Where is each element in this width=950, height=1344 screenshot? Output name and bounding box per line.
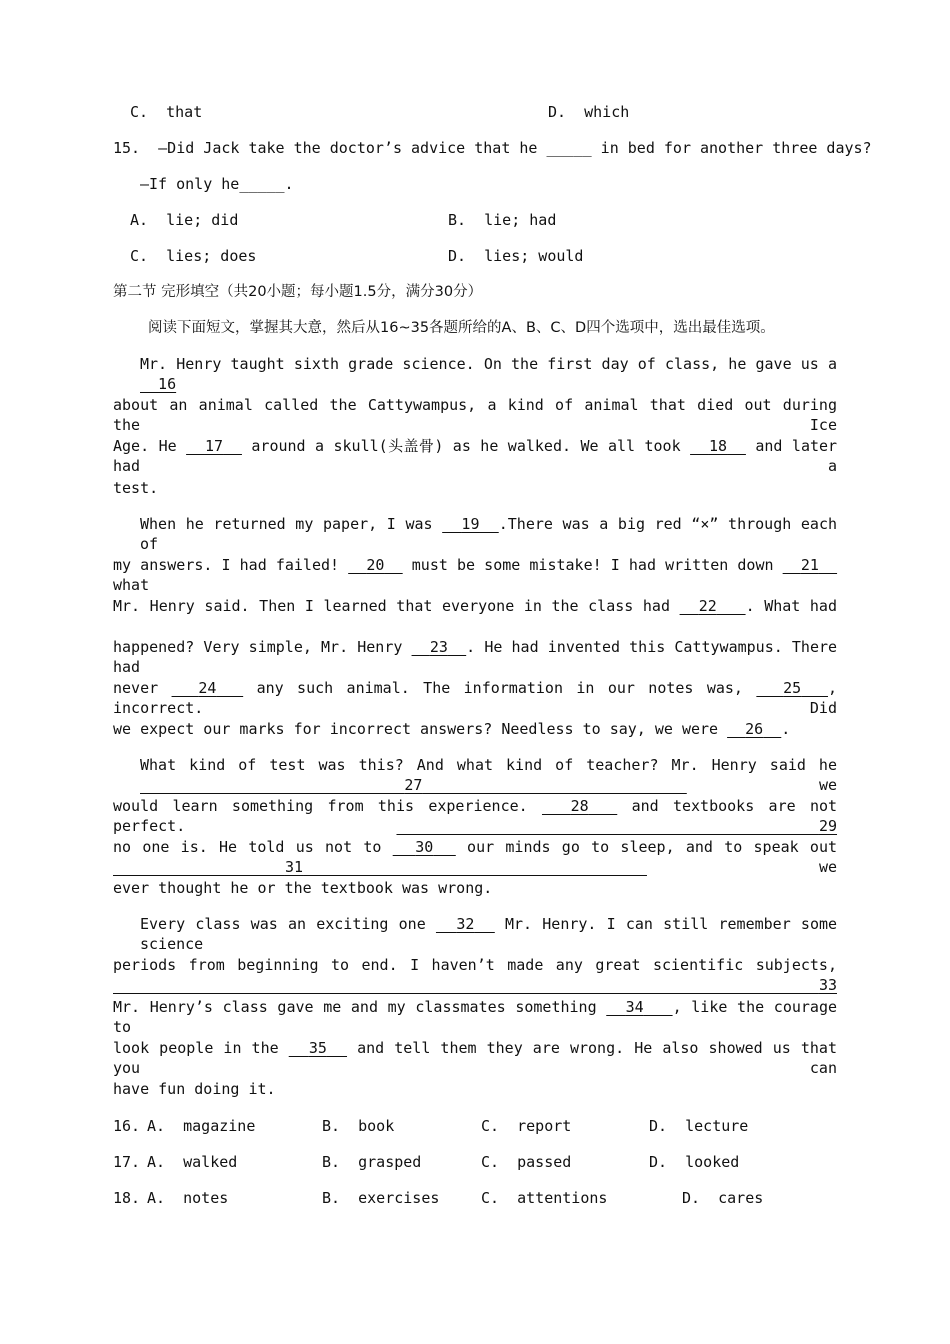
passage-line-11: What kind of test was this? And what kind of teacher? Mr. Henry said he 27 we: [140, 756, 838, 794]
passage-line-15: Every class was an exciting one 32 Mr. Henry. I can still remember some science: [140, 915, 838, 953]
q15-option-d: D. lies; would: [448, 247, 584, 265]
q15-option-a: A. lie; did: [130, 211, 239, 229]
option-number: 17.: [113, 1153, 141, 1171]
blank-34: 34: [625, 998, 644, 1016]
q15-option-b: B. lie; had: [448, 211, 557, 229]
q15-stem: 15. —Did Jack take the doctor’s advice that he _____ in bed for another three days?: [113, 139, 872, 157]
option-a: A. magazine: [147, 1117, 256, 1135]
blank-25: 25: [783, 679, 802, 697]
blank-18: 18: [708, 437, 728, 455]
q14-option-c: C. that: [130, 103, 203, 121]
passage-line-1: Mr. Henry taught sixth grade science. On the first day of class, he gave us a __16: [140, 355, 837, 393]
blank-17: 17: [204, 437, 224, 455]
blank-28: 28: [570, 797, 589, 815]
blank-16: __16: [140, 375, 177, 393]
blank-24: 24: [198, 679, 217, 697]
q15-option-c: C. lies; does: [130, 247, 257, 265]
option-c: C. passed: [481, 1153, 572, 1171]
passage-line-3: Age. He 17 around a skull(头盖骨) as he walked. We all took 18 and later had a: [113, 437, 838, 475]
passage-line-16: periods from beginning to end. I haven’t made any great scientific subjects, 33: [113, 956, 837, 994]
q15-reply: —If only he_____.: [140, 175, 294, 193]
passage-line-9: never 24 any such animal. The information in our notes was, 25 , incorrect. Did: [113, 679, 838, 717]
option-d: D. looked: [649, 1153, 740, 1171]
passage-line-8: happened? Very simple, Mr. Henry 23 . He had invented this Cattywampus. There had: [113, 638, 838, 676]
option-c: C. report: [481, 1117, 572, 1135]
blank-29: 29: [818, 817, 838, 835]
option-c: C. attentions: [481, 1189, 608, 1207]
blank-35: 35: [308, 1039, 327, 1057]
blank-23: 23: [429, 638, 448, 656]
option-b: B. grasped: [322, 1153, 422, 1171]
blank-33: 33: [818, 976, 837, 994]
passage-line-2: about an animal called the Cattywampus, a kind of animal that died out during the Ice: [113, 396, 837, 434]
blank-30: 30: [415, 838, 434, 856]
option-a: A. notes: [147, 1189, 229, 1207]
passage-line-19: have fun doing it.: [113, 1080, 276, 1098]
blank-22: 22: [698, 597, 717, 615]
section-title: 第二节 完形填空（共20小题；每小题1.5分，满分30分）: [113, 284, 483, 300]
q14-option-d: D. which: [548, 103, 630, 121]
passage-line-7: Mr. Henry said. Then I learned that everyone in the class had 22 . What had: [113, 597, 837, 615]
option-number: 16.: [113, 1117, 141, 1135]
section-instruction: 阅读下面短文，掌握其大意，然后从16~35各题所给的A、B、C、D四个选项中，选出最佳选项。: [148, 320, 775, 336]
blank-26: 26: [745, 720, 764, 738]
blank-19: 19: [461, 515, 480, 533]
option-d: D. lecture: [649, 1117, 749, 1135]
blank-20: 20: [366, 556, 385, 574]
passage-line-17: Mr. Henry’s class gave me and my classmates something 34 , like the courage to: [113, 998, 838, 1036]
blank-27: 27: [404, 776, 423, 794]
passage-line-18: look people in the 35 and tell them they are wrong. He also showed us that you can: [113, 1039, 837, 1077]
passage-line-14: ever thought he or the textbook was wrong.: [113, 879, 493, 897]
blank-31: 31: [284, 858, 304, 876]
option-number: 18.: [113, 1189, 141, 1207]
option-d: D. cares: [682, 1189, 764, 1207]
blank-21: 21: [800, 556, 819, 574]
option-b: B. book: [322, 1117, 395, 1135]
passage-line-13: no one is. He told us not to 30 our minds go to sleep, and to speak out 31 we: [113, 838, 838, 876]
passage-line-4: test.: [113, 479, 159, 497]
option-a: A. walked: [147, 1153, 238, 1171]
passage-line-6: my answers. I had failed! 20 must be some mistake! I had written down 21 what: [113, 555, 837, 595]
blank-32: 32: [456, 915, 475, 933]
passage-line-12: would learn something from this experience. 28 and textbooks are not perfect. 29: [113, 797, 838, 835]
passage-line-10: we expect our marks for incorrect answers? Needless to say, we were 26 .: [113, 720, 791, 738]
option-b: B. exercises: [322, 1189, 440, 1207]
passage-line-5: When he returned my paper, I was 19 .There was a big red “×” through each of: [140, 515, 838, 553]
